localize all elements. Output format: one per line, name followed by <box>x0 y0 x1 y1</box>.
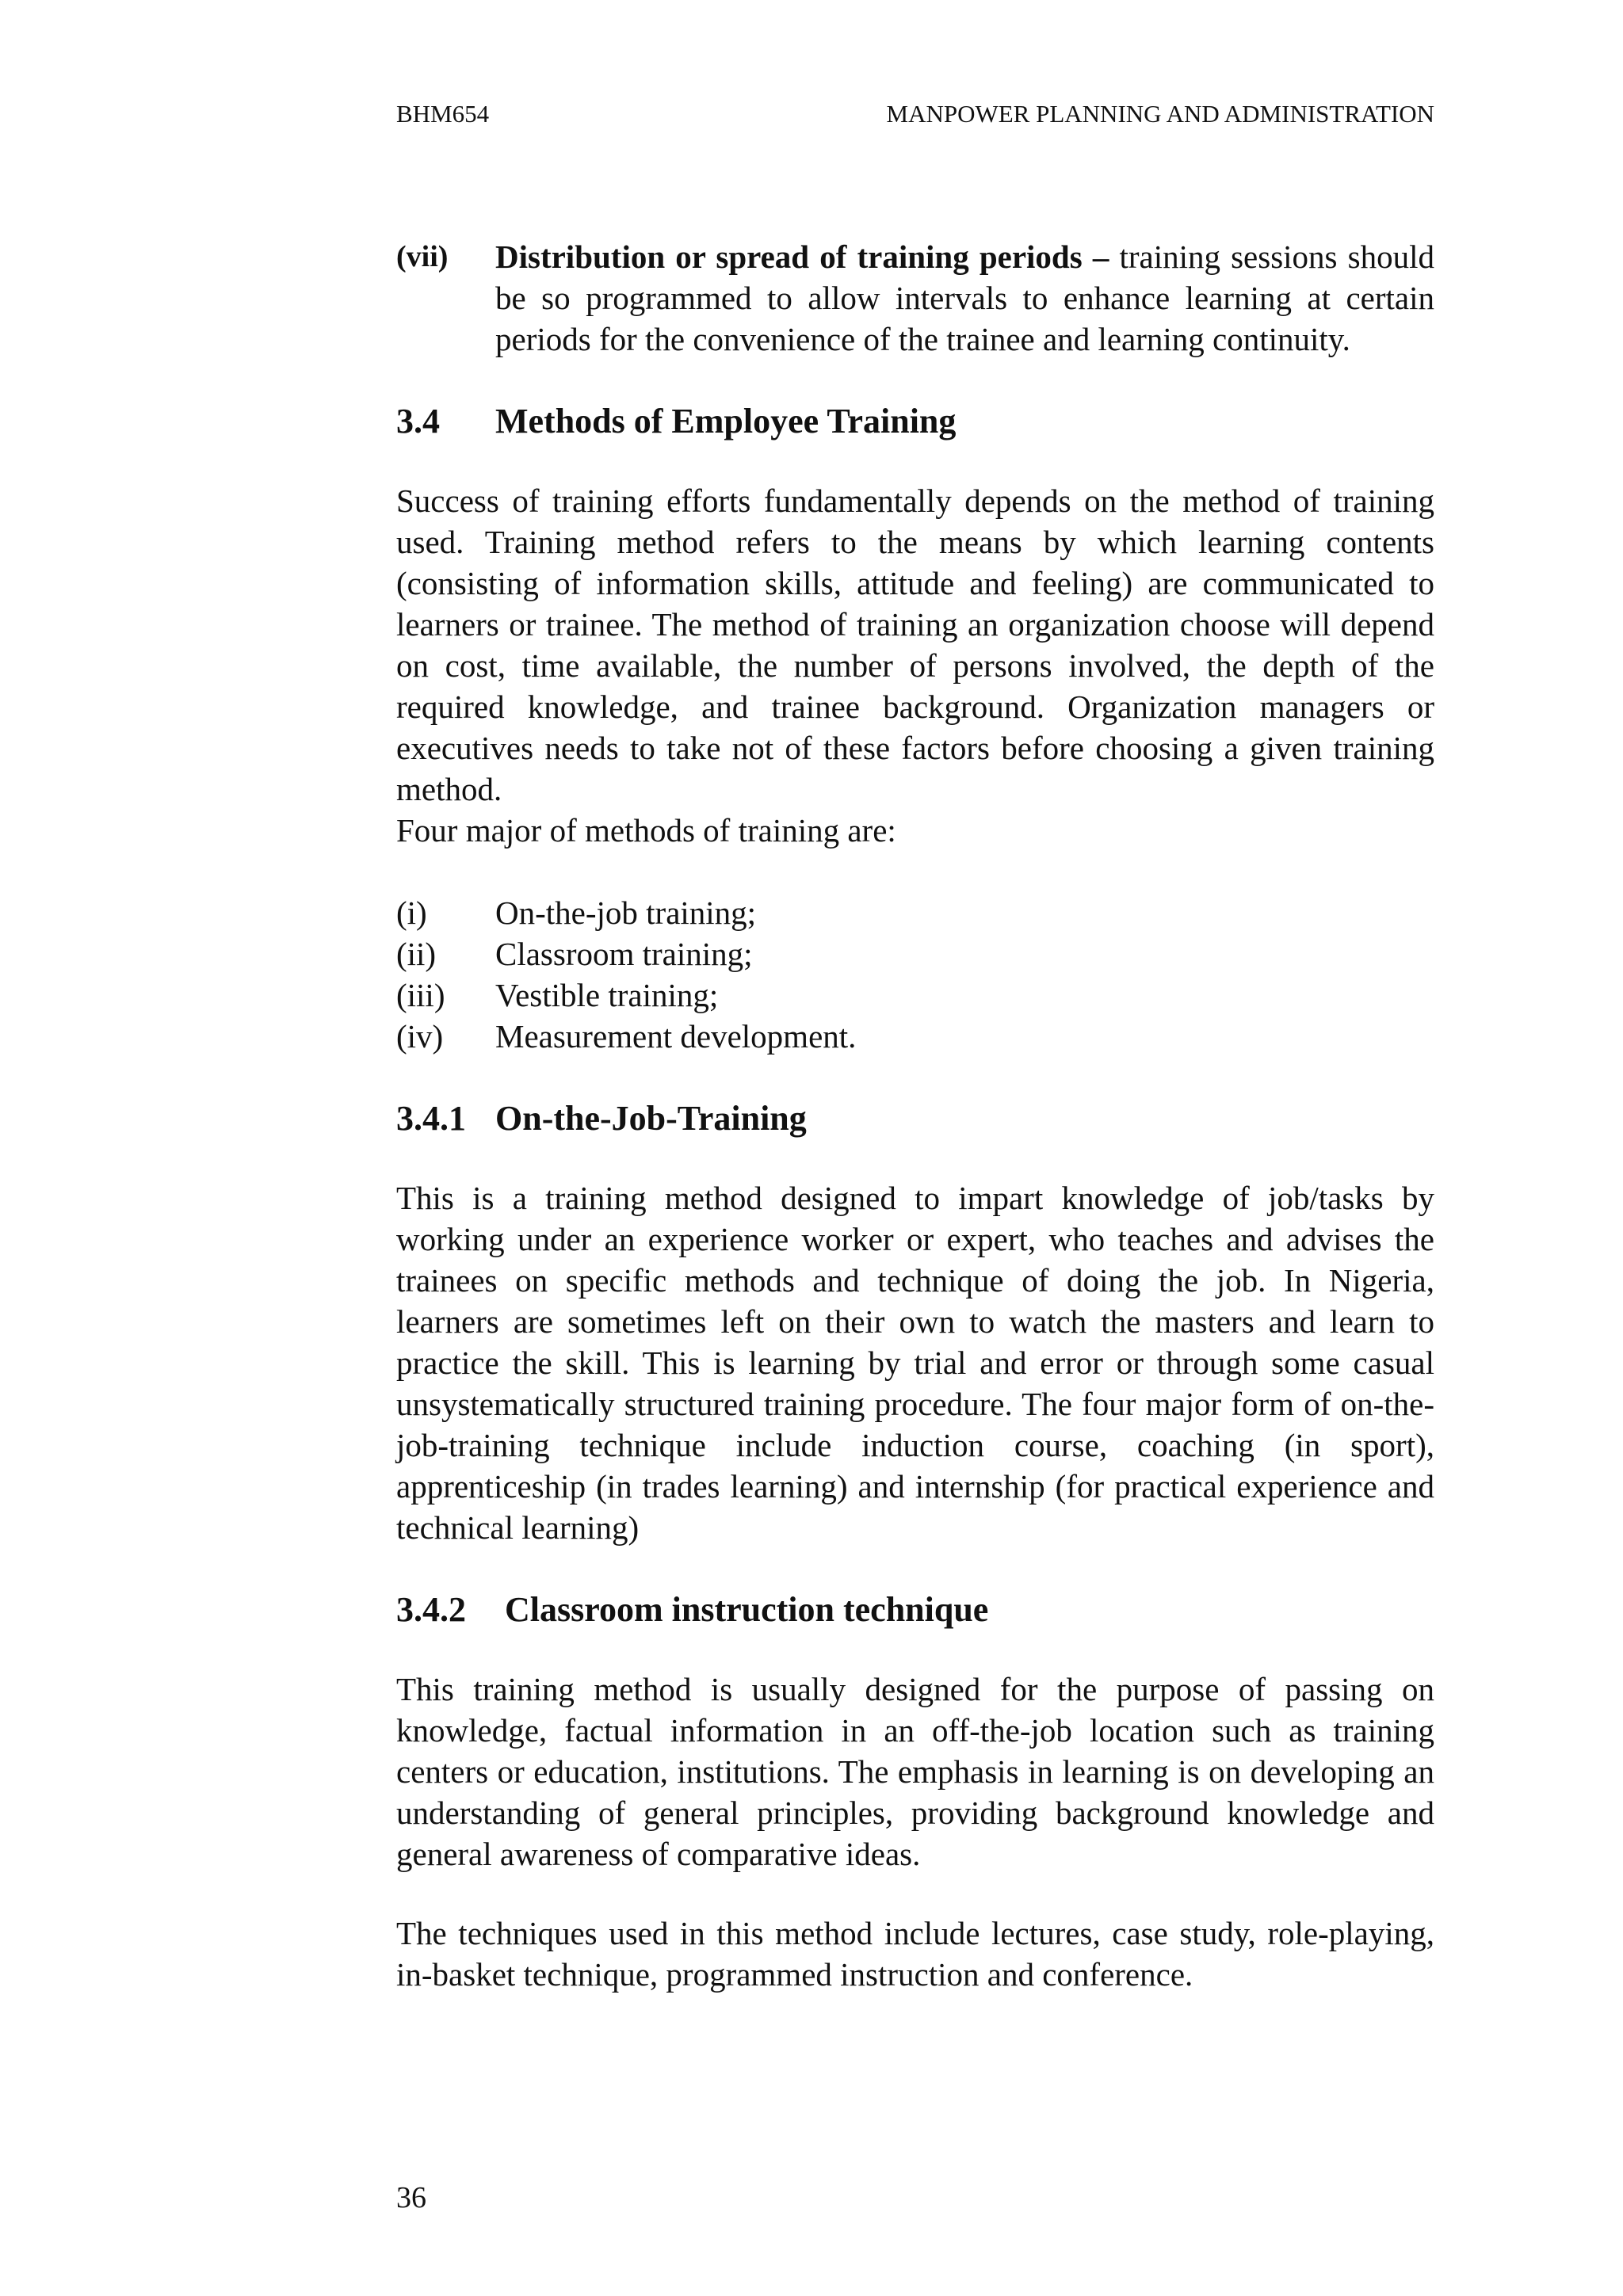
list-item <box>396 1016 1434 1057</box>
item-number: (iv) <box>396 1018 444 1055</box>
list-item-vii <box>396 236 1434 360</box>
list-item <box>396 933 1434 974</box>
item-number: (iii) <box>396 977 445 1013</box>
item-number: (vii) <box>396 240 449 273</box>
item-text: Vestible training; <box>495 977 719 1013</box>
item-number: (ii) <box>396 936 437 972</box>
section-number: 3.4 <box>396 402 440 441</box>
course-code: BHM654 <box>396 100 490 128</box>
item-text: Classroom training; <box>495 936 753 972</box>
section-number: 3.4.2 <box>396 1590 466 1629</box>
page-content <box>396 236 1434 1995</box>
document-page <box>396 0 1434 2296</box>
course-title: MANPOWER PLANNING AND ADMINISTRATION <box>886 100 1434 128</box>
item-text <box>495 236 1434 360</box>
list-item <box>396 974 1434 1016</box>
list-intro: Four major of methods of training are: <box>396 812 896 849</box>
section-heading-3-4-1 <box>396 1097 1434 1141</box>
paragraph: The techniques used in this method include lectures, case study, role-playing, in-basket technique, programmed instruction and conference. <box>396 1915 1434 1993</box>
list-item <box>396 892 1434 933</box>
section-title: On-the-Job-Training <box>495 1099 807 1138</box>
paragraph: This training method is usually designed for the purpose of passing on knowledge, factual information in an off-the-job location such as training centers or education, institutions. The emphasis in learning is on developing an understanding of general principles, providing background knowledge and general awareness of comparative ideas. <box>396 1671 1434 1872</box>
section-heading-3-4 <box>396 399 1434 444</box>
page-number: 36 <box>396 2181 426 2214</box>
methods-list <box>396 892 1434 1057</box>
item-body: training sessions should be so programmed to allow intervals to enhance learning at certain periods for the convenience of the trainee and learning continuity. <box>495 238 1434 357</box>
item-text: On-the-job training; <box>495 894 757 931</box>
item-number: (i) <box>396 894 427 931</box>
section-number: 3.4.1 <box>396 1099 466 1138</box>
item-text: Measurement development. <box>495 1018 857 1055</box>
section-title: Classroom instruction technique <box>505 1590 989 1629</box>
paragraph: Success of training efforts fundamentally depends on the method of training used. Training method refers to the means by which learning contents (consisting of information skills, attitude and feeling) are communicated to learners or trainee. The method of training an organization choose will depend on cost, time available, the number of persons involved, the depth of the required knowledge, and trainee background. Organization managers or executives needs to take not of these factors before choosing a given training method. <box>396 482 1434 807</box>
paragraph: This is a training method designed to impart knowledge of job/tasks by working under an experience worker or expert, who teaches and advises the trainees on specific methods and technique of doing the job. In Nigeria, learners are sometimes left on their own to watch the masters and learn to practice the skill. This is learning by trial and error or through some casual unsystematically structured training procedure. The four major form of on-the-job-training technique include induction course, coaching (in sport), apprenticeship (in trades learning) and internship (for practical experience and technical learning) <box>396 1180 1434 1546</box>
item-bold-lead: Distribution or spread of training periods – <box>495 238 1109 275</box>
section-heading-3-4-2 <box>396 1588 1434 1632</box>
section-title: Methods of Employee Training <box>495 402 957 441</box>
